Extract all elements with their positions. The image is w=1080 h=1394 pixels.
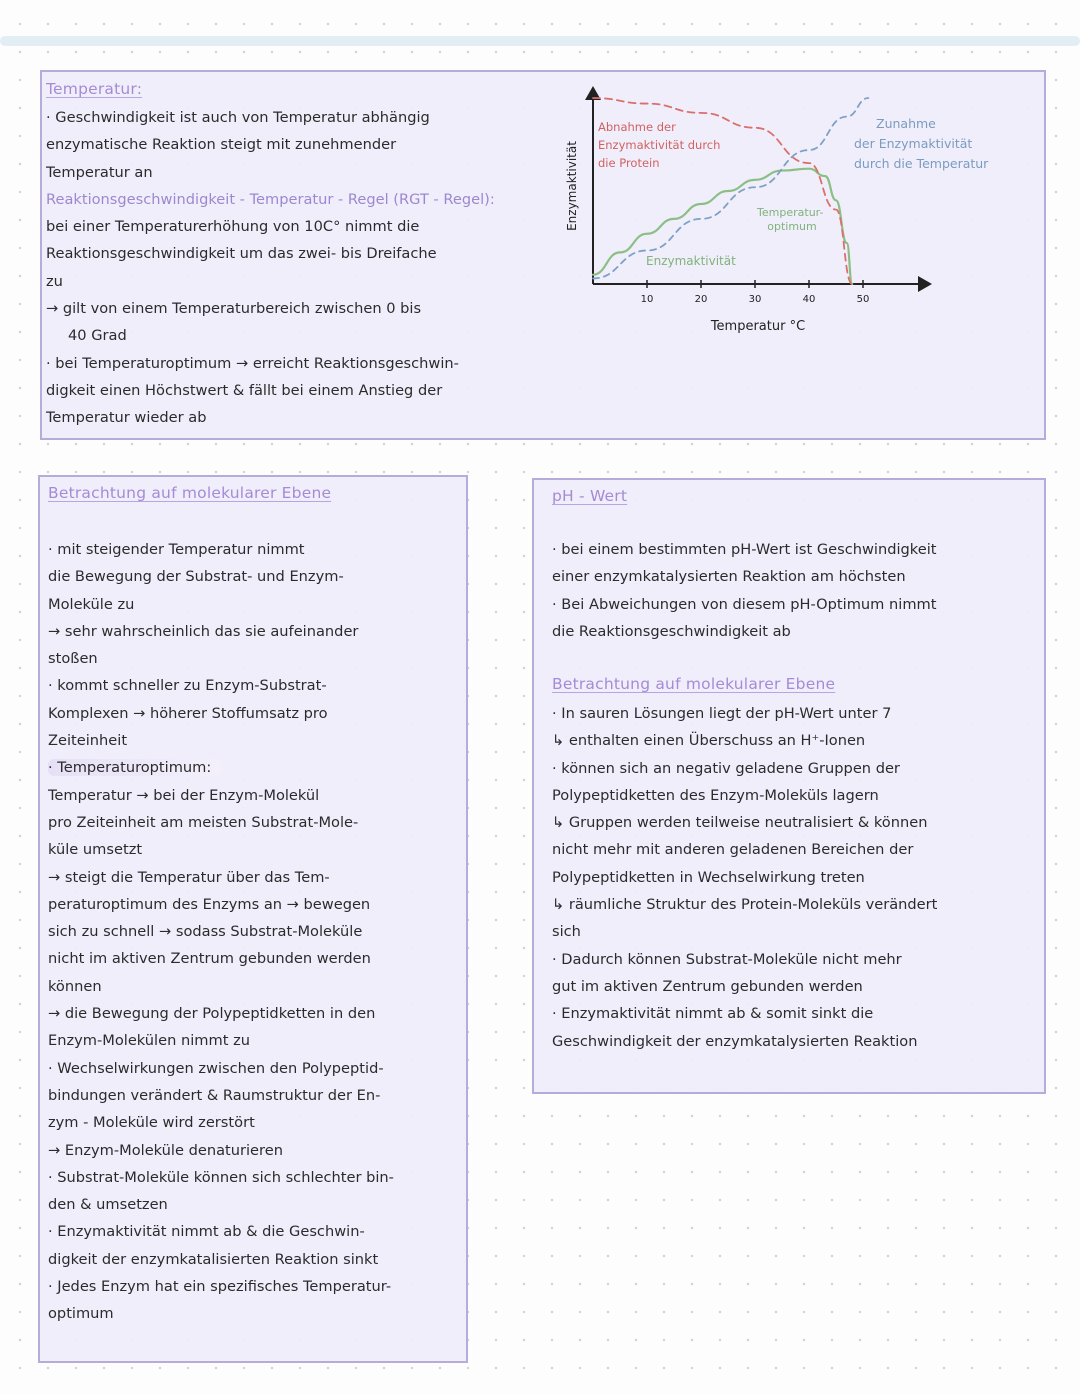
rgt-rule-title: Reaktionsgeschwindigkeit - Temperatur - Regel (RGT - Regel): <box>46 190 495 208</box>
temperature-line: zu <box>46 272 63 290</box>
molecular-line: · Wechselwirkungen zwischen den Polypeptid- <box>48 1059 384 1077</box>
ph-molecular-line: · Dadurch können Substrat-Moleküle nicht mehr <box>552 950 902 968</box>
molecular-line: Komplexen → höherer Stoffumsatz pro <box>48 704 328 722</box>
ph-molecular-line: Polypeptidketten in Wechselwirkung treten <box>552 868 865 886</box>
ph-molecular-line: ↳ Gruppen werden teilweise neutralisiert & können <box>552 814 928 832</box>
decrease-annotation-line: Enzymaktivität durch <box>598 138 721 152</box>
optimum-annotation-line: Temperatur- <box>757 206 824 219</box>
temperature-optimum-highlight: · Temperaturoptimum: <box>48 759 221 776</box>
x-tick-label: 40 <box>802 294 816 305</box>
x-tick-label: 50 <box>856 294 870 305</box>
ph-heading: pH - Wert <box>552 487 628 505</box>
molecular-line: können <box>48 977 102 995</box>
molecular-heading: Betrachtung auf molekularer Ebene <box>48 484 332 502</box>
x-axis-label: Temperatur °C <box>710 319 806 334</box>
molecular-line: sich zu schnell → sodass Substrat-Moleküle <box>48 923 363 941</box>
molecular-line: · mit steigender Temperatur nimmt <box>48 541 305 558</box>
ph-molecular-line: gut im aktiven Zentrum gebunden werden <box>552 977 863 995</box>
temperature-line: Temperatur wieder ab <box>46 409 207 427</box>
ph-molecular-line: nicht mehr mit anderen geladenen Bereichen der <box>552 841 914 859</box>
temperature-heading: Temperatur: <box>46 80 143 98</box>
temperature-line: → gilt von einem Temperaturbereich zwischen 0 bis <box>46 300 422 318</box>
ph-line: die Reaktionsgeschwindigkeit ab <box>552 622 791 640</box>
temperature-line: bei einer Temperaturerhöhung von 10C° nimmt die <box>46 218 420 236</box>
molecular-line: zym - Moleküle wird zerstört <box>48 1114 255 1132</box>
ph-line: · Bei Abweichungen von diesem pH-Optimum nimmt <box>552 595 937 613</box>
molecular-line: → die Bewegung der Polypeptidketten in den <box>48 1005 376 1023</box>
molecular-line: den & umsetzen <box>48 1196 168 1214</box>
molecular-line: Temperatur → bei der Enzym-Molekül <box>48 786 320 804</box>
temperature-line: · bei Temperaturoptimum → erreicht Reaktionsgeschwin- <box>46 354 459 372</box>
ph-molecular-line: Geschwindigkeit der enzymkatalysierten Reaktion <box>552 1032 918 1050</box>
temperature-line: Temperatur an <box>46 163 153 181</box>
molecular-line: digkeit der enzymkatalisierten Reaktion sinkt <box>48 1250 379 1268</box>
decrease-annotation <box>598 120 724 170</box>
molecular-line: · Jedes Enzym hat ein spezifisches Temperatur- <box>48 1278 392 1296</box>
molecular-line: optimum <box>48 1305 114 1323</box>
molecular-line: die Bewegung der Substrat- und Enzym- <box>48 568 344 586</box>
decrease-annotation-line: Abnahme der <box>598 120 676 134</box>
increase-annotation <box>854 116 989 171</box>
ph-molecular-line: Polypeptidketten des Enzym-Moleküls lagern <box>552 786 879 804</box>
increase-annotation-line: Zunahme <box>876 116 936 131</box>
ph-molecular-line: · Enzymaktivität nimmt ab & somit sinkt die <box>552 1005 874 1023</box>
molecular-line: Zeiteinheit <box>48 732 128 750</box>
optimum-annotation-line: optimum <box>767 220 817 233</box>
temperature-line: digkeit einen Höchstwert & fällt bei einem Anstieg der <box>46 381 443 399</box>
x-tick-label: 20 <box>694 294 708 305</box>
ph-molecular-text <box>552 700 937 1055</box>
molecular-line: stoßen <box>48 650 98 668</box>
molecular-line: peraturoptimum des Enzyms an → bewegen <box>48 895 371 913</box>
x-tick-label: 10 <box>640 294 654 305</box>
ph-molecular-line: · In sauren Lösungen liegt der pH-Wert unter 7 <box>552 705 892 722</box>
molecular-line: Moleküle zu <box>48 595 135 613</box>
increase-annotation-line: durch die Temperatur <box>854 156 989 171</box>
curve-label: Enzymaktivität <box>646 254 736 268</box>
molecular-line: Enzym-Molekülen nimmt zu <box>48 1032 250 1050</box>
optimum-annotation <box>756 206 827 233</box>
temperature-line: 40 Grad <box>68 327 127 345</box>
molecular-line: → sehr wahrscheinlich das sie aufeinander <box>48 622 359 640</box>
ph-molecular-line: ↳ enthalten einen Überschuss an H⁺-Ionen <box>552 732 866 750</box>
temperature-line: Reaktionsgeschwindigkeit um das zwei- bis Dreifache <box>46 245 437 263</box>
molecular-line: → Enzym-Moleküle denaturieren <box>48 1141 283 1159</box>
molecular-line: · Enzymaktivität nimmt ab & die Geschwin- <box>48 1223 365 1241</box>
molecular-line: küle umsetzt <box>48 841 143 859</box>
temperature-text <box>46 104 495 432</box>
ph-text <box>552 536 937 645</box>
decrease-annotation-line: die Protein <box>598 156 660 170</box>
ph-line: · bei einem bestimmten pH-Wert ist Geschwindigkeit <box>552 541 937 558</box>
enzyme-activity-chart <box>562 78 1022 358</box>
y-axis-label: Enzymaktivität <box>565 141 579 231</box>
molecular-line: · Substrat-Moleküle können sich schlechter bin- <box>48 1168 394 1186</box>
molecular-line: → steigt die Temperatur über das Tem- <box>48 868 330 886</box>
molecular-text <box>48 536 394 1328</box>
ph-molecular-line: · können sich an negativ geladene Gruppen der <box>552 759 900 777</box>
top-bar <box>0 36 1080 46</box>
molecular-line: bindungen verändert & Raumstruktur der En- <box>48 1086 381 1104</box>
molecular-line: nicht im aktiven Zentrum gebunden werden <box>48 950 371 968</box>
increase-annotation-line: der Enzymaktivität <box>854 136 973 151</box>
molecular-line: · kommt schneller zu Enzym-Substrat- <box>48 677 327 695</box>
ph-molecular-heading: Betrachtung auf molekularer Ebene <box>552 675 836 693</box>
temperature-line: enzymatische Reaktion steigt mit zunehmender <box>46 136 397 154</box>
ph-line: einer enzymkatalysierten Reaktion am höchsten <box>552 568 906 586</box>
molecular-line: pro Zeiteinheit am meisten Substrat-Mole- <box>48 813 359 831</box>
ph-molecular-line: ↳ räumliche Struktur des Protein-Moleküls verändert <box>552 896 938 914</box>
ph-molecular-line: sich <box>552 923 581 941</box>
molecular-line <box>48 754 394 781</box>
temperature-line: · Geschwindigkeit ist auch von Temperatur abhängig <box>46 109 430 126</box>
x-tick-label: 30 <box>748 294 762 305</box>
